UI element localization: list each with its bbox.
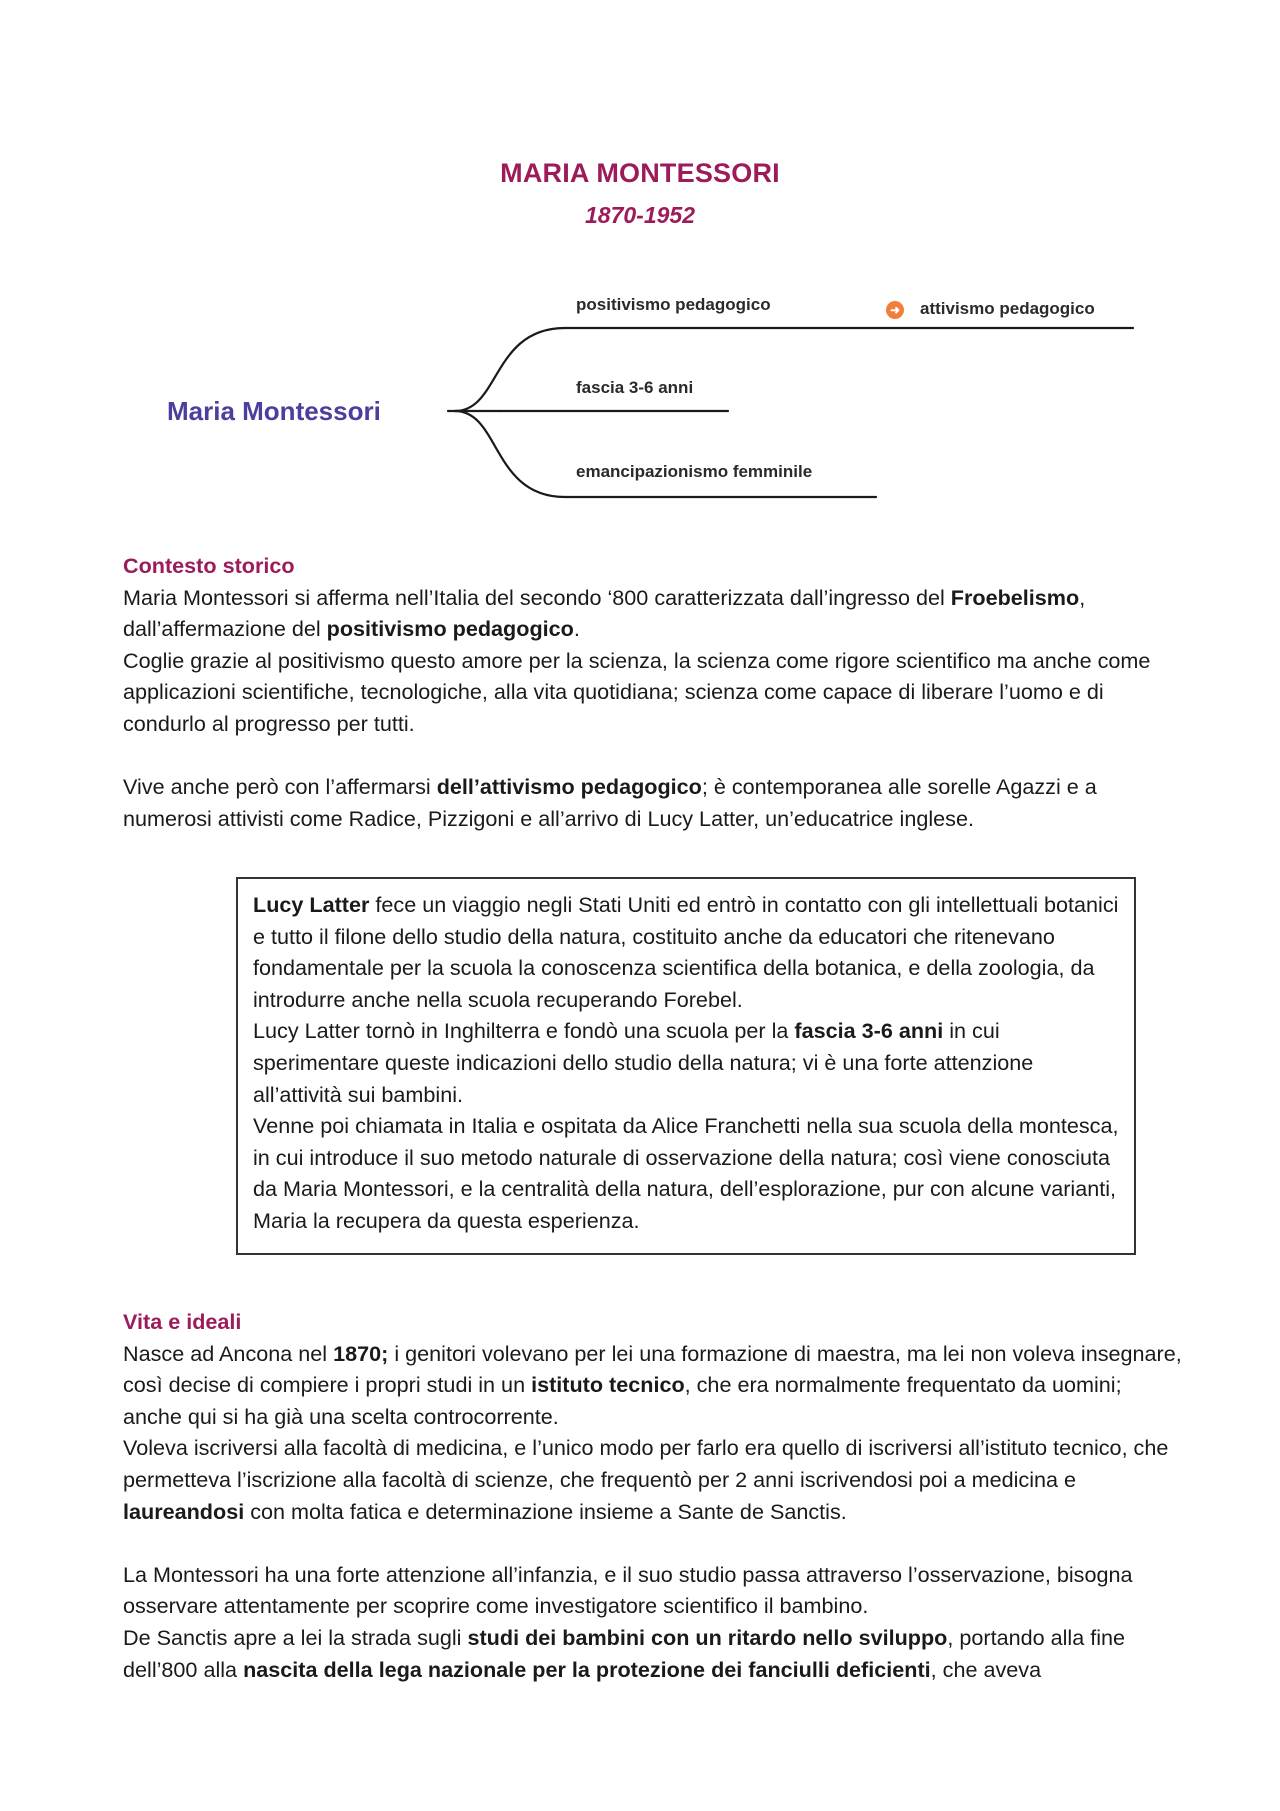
paragraph: Venne poi chiamata in Italia e ospitata da Alice Franchetti nella sua scuola della montesca, in cui introduce il suo metodo naturale di osservazione della natura; così viene conosciuta da Maria Montessori, e la centralità della natura, dell’esplorazione, pur con alcune varianti, Maria la recupera da questa esperienza. (253, 1113, 1119, 1233)
paragraph: Voleva iscriversi alla facoltà di medicina, e l’unico modo per farlo era quello di iscriversi all’istituto tecnico, che permetteva l’iscrizione alla facoltà di scienze, che frequentò per 2 anni iscrivendosi poi a medicina e laureandosi con molta fatica e determinazione insieme a Sante de Sanctis. (123, 1435, 1169, 1524)
mindmap-branch-positivismo: positivismo pedagogico (576, 295, 771, 314)
paragraph: Maria Montessori si afferma nell’Italia del secondo ‘800 caratterizzata dall’ingresso del Froebelismo, dall’affermazione del positivismo pedagogico. (123, 584, 1086, 642)
mindmap-branch-fascia: fascia 3-6 anni (576, 378, 694, 397)
paragraph: Vive anche però con l’affermarsi dell’attivismo pedagogico; è contemporanea alle sorelle Agazzi e a numerosi attivisti come Radice, Pizzigoni e all’arrivo di Lucy Latter, un’educatrice inglese. (123, 774, 1097, 831)
arrow-right-icon: ➜ (886, 301, 904, 319)
section-vita (123, 1306, 1183, 1685)
page-subtitle-dates: 1870-1952 (585, 202, 695, 228)
paragraph: Lucy Latter fece un viaggio negli Stati Uniti ed entrò in contatto con gli intellettuali botanici e tutto il filone dello studio della natura, costituito anche da educatori che ritenevano fondamentale per la scuola la conoscenza scientifica della botanica, e della zoologia, da introdurre anche nella scuola recuperando Forebel. (253, 892, 1119, 1012)
paragraph: Coglie grazie al positivismo questo amore per la scienza, la scienza come rigore scientifico ma anche come applicazioni scientifiche, tecnologiche, alla vita quotidiana; scienza come capace di liberare l’uomo e di condurlo al progresso per tutti. (123, 647, 1151, 736)
section-contesto (123, 550, 1183, 834)
paragraph: Nasce ad Ancona nel 1870; i genitori volevano per lei una formazione di maestra, ma lei non voleva insegnare, così decise di compiere i propri studi in un istituto tecnico, che era normalmente frequentato da uomini; anche qui si ha già una scelta controcorrente. (123, 1340, 1182, 1429)
section-heading: Contesto storico (123, 553, 295, 578)
section-heading: Vita e ideali (123, 1309, 242, 1334)
mindmap-root: Maria Montessori (167, 396, 381, 426)
mindmap-branch-emancipazionismo: emancipazionismo femminile (576, 462, 813, 481)
mindmap-linked-attivismo: attivismo pedagogico (920, 299, 1095, 318)
paragraph: Lucy Latter tornò in Inghilterra e fondò una scuola per la fascia 3-6 anni in cui sperimentare queste indicazioni dello studio della natura; vi è una forte attenzione all’attività sui bambini. (253, 1018, 1034, 1107)
paragraph: La Montessori ha una forte attenzione all’infanzia, e il suo studio passa attraverso l’osservazione, bisogna osservare attentamente per scoprire come investigatore scientifico il bambino. (123, 1561, 1133, 1619)
paragraph: De Sanctis apre a lei la strada sugli studi dei bambini con un ritardo nello sviluppo, portando alla fine dell’800 alla nascita della lega nazionale per la protezione dei fanciulli deficienti, che aveva (123, 1624, 1126, 1682)
lucy-latter-box (236, 877, 1136, 1255)
page-title: MARIA MONTESSORI (500, 158, 780, 188)
